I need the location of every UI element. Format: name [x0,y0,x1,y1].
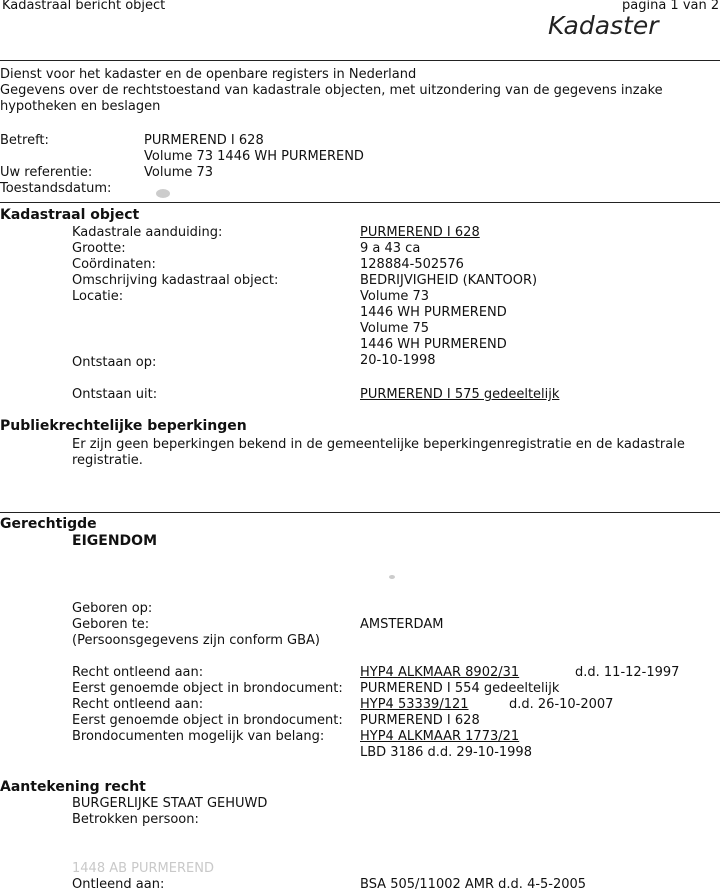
label-ontstaan-op: Ontstaan op: [72,355,157,370]
label-recht-ontleend-1: Recht ontleend aan: [72,665,204,680]
value-eerst-genoemd-2: PURMEREND I 628 [360,713,480,728]
label-kadastrale-aanduiding: Kadastrale aanduiding: [72,225,223,240]
publiek-text-line-2: registratie. [72,453,143,468]
label-grootte: Grootte: [72,241,126,256]
toestandsdatum-label: Toestandsdatum: [0,181,112,196]
label-eerst-genoemd-2: Eerst genoemde object in brondocument: [72,713,343,728]
intro-line-2: Gegevens over de rechtstoestand van kadastrale objecten, met uitzondering van de gegevens inzake [0,83,663,98]
document-type: Kadastraal bericht object [2,0,166,13]
label-recht-ontleend-2: Recht ontleend aan: [72,697,204,712]
section-title-gerechtigde: Gerechtigde [0,516,97,532]
value-ontleend-aan: BSA 505/11002 AMR d.d. 4-5-2005 [360,877,587,892]
section-title-publiek: Publiekrechtelijke beperkingen [0,418,247,434]
value-ontstaan-uit[interactable]: PURMEREND I 575 gedeeltelijk [360,387,560,402]
value-omschrijving: BEDRIJVIGHEID (KANTOOR) [360,273,538,288]
burgerlijke-staat: BURGERLIJKE STAAT GEHUWD [72,796,268,811]
betreft-address: Volume 73 1446 WH PURMEREND [144,149,364,164]
header-divider [0,60,720,61]
value-geboren-te: AMSTERDAM [360,617,444,632]
value-locatie: Volume 73 [360,289,430,304]
label-geboren-op: Geboren op: [72,601,153,616]
label-ontstaan-uit: Ontstaan uit: [72,387,158,402]
value-locatie-line-4: 1446 WH PURMEREND [360,337,507,352]
value-kadastrale-aanduiding[interactable]: PURMEREND I 628 [360,225,480,240]
faded-address: 1448 AB PURMEREND [72,861,214,876]
value-recht-ontleend-1[interactable]: HYP4 ALKMAAR 8902/31 [360,665,520,680]
redaction-smudge [156,189,170,198]
value-locatie-line-2: 1446 WH PURMEREND [360,305,507,320]
value-recht-ontleend-2[interactable]: HYP4 53339/121 [360,697,469,712]
gba-note: (Persoonsgegevens zijn conform GBA) [72,633,320,648]
label-brondocumenten: Brondocumenten mogelijk van belang: [72,729,325,744]
betreft-value: PURMEREND I 628 [144,133,264,148]
label-omschrijving: Omschrijving kadastraal object: [72,273,279,288]
section-title-aantekening: Aantekening recht [0,779,146,795]
betreft-label: Betreft: [0,133,49,148]
referentie-value: Volume 73 [144,165,214,180]
publiek-text-line-1: Er zijn geen beperkingen bekend in de gemeentelijke beperkingenregistratie en de kadastrale [72,437,685,452]
section-title-object: Kadastraal object [0,207,140,223]
section-divider-gerechtigde [0,512,720,513]
date-recht-ontleend-2: d.d. 26-10-2007 [509,697,614,712]
label-coordinaten: Coördinaten: [72,257,156,272]
eigendom-subtitle: EIGENDOM [72,533,157,549]
page-indicator: pagina 1 van 2 [622,0,720,13]
value-brondocumenten[interactable]: HYP4 ALKMAAR 1773/21 [360,729,520,744]
label-geboren-te: Geboren te: [72,617,150,632]
section-divider-object [0,202,720,203]
value-ontstaan-op: 20-10-1998 [360,353,436,368]
date-recht-ontleend-1: d.d. 11-12-1997 [575,665,680,680]
label-ontleend-aan: Ontleend aan: [72,877,165,892]
value-locatie-line-3: Volume 75 [360,321,430,336]
label-locatie: Locatie: [72,289,124,304]
referentie-label: Uw referentie: [0,165,93,180]
label-eerst-genoemd-1: Eerst genoemde object in brondocument: [72,681,343,696]
value-grootte: 9 a 43 ca [360,241,421,256]
kadaster-logo: Kadaster [548,11,659,40]
redaction-smudge [389,575,395,579]
intro-line-3: hypotheken en beslagen [0,99,161,114]
value-eerst-genoemd-1: PURMEREND I 554 gedeeltelijk [360,681,560,696]
intro-line-1: Dienst voor het kadaster en de openbare registers in Nederland [0,67,417,82]
value-brondocumenten-2: LBD 3186 d.d. 29-10-1998 [360,745,532,760]
value-coordinaten: 128884-502576 [360,257,464,272]
label-betrokken-persoon: Betrokken persoon: [72,812,199,827]
